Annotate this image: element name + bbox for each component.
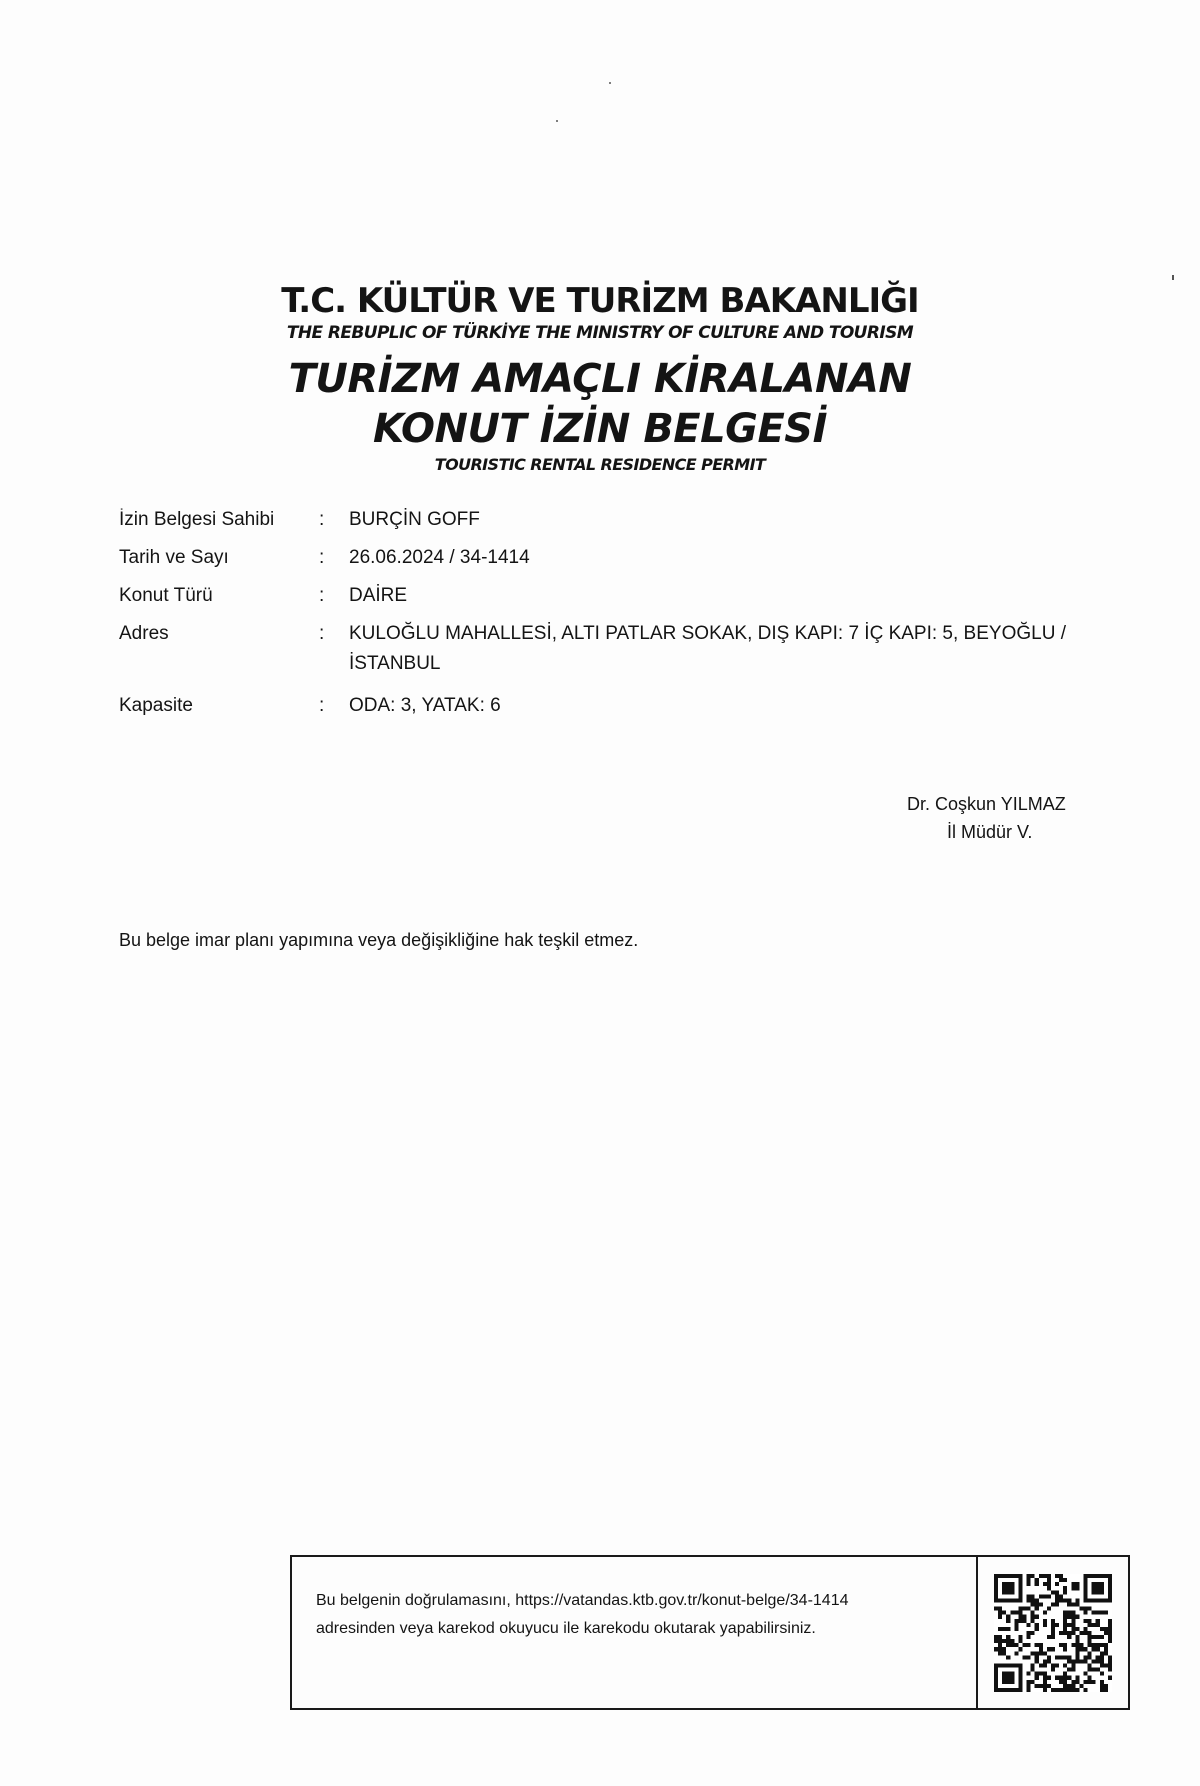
field-value: BURÇİN GOFF bbox=[349, 509, 480, 530]
permit-title-line1: TURİZM AMAÇLI KİRALANAN bbox=[288, 356, 912, 402]
field-colon: : bbox=[319, 585, 325, 606]
field-row-address bbox=[119, 619, 1119, 679]
ministry-name-en: THE REBUPLIC OF TÜRKİYE THE MINISTRY OF CULTURE AND TOURISM bbox=[286, 323, 914, 343]
signatory-title: İl Müdür V. bbox=[947, 822, 1033, 842]
permit-title-en: TOURISTIC RENTAL RESIDENCE PERMIT bbox=[434, 455, 766, 474]
scan-speck bbox=[609, 82, 611, 84]
field-row-capacity bbox=[119, 691, 1119, 721]
verification-text bbox=[292, 1557, 976, 1708]
verification-line-2: adresinden veya karekod okuyucu ile karekodu okutarak yapabilirsiniz. bbox=[316, 1620, 816, 1637]
document-header bbox=[0, 280, 1200, 476]
field-colon: : bbox=[319, 509, 325, 530]
zoning-note: Bu belge imar planı yapımına veya değişikliğine hak teşkil etmez. bbox=[119, 930, 639, 950]
field-label: Adres bbox=[119, 623, 169, 644]
field-value: ODA: 3, YATAK: 6 bbox=[349, 695, 501, 716]
scan-speck bbox=[556, 120, 558, 122]
field-value: 26.06.2024 / 34-1414 bbox=[349, 547, 530, 568]
ministry-name-tr: T.C. KÜLTÜR VE TURİZM BAKANLIĞI bbox=[281, 281, 919, 321]
field-colon: : bbox=[319, 623, 325, 644]
signatory-name: Dr. Coşkun YILMAZ bbox=[907, 794, 1066, 814]
field-value: DAİRE bbox=[349, 585, 408, 606]
field-label: Konut Türü bbox=[119, 585, 213, 606]
field-label: İzin Belgesi Sahibi bbox=[119, 509, 275, 530]
signature-block bbox=[907, 790, 1066, 846]
permit-title bbox=[0, 354, 1200, 454]
permit-details bbox=[119, 505, 1119, 721]
field-value: KULOĞLU MAHALLESİ, ALTI PATLAR SOKAK, DIŞ KAPI: 7 İÇ KAPI: 5, BEYOĞLU / İSTANBUL bbox=[349, 623, 1066, 674]
qr-code-icon[interactable] bbox=[994, 1574, 1112, 1692]
field-row-owner bbox=[119, 505, 1119, 535]
qr-code-cell bbox=[976, 1557, 1128, 1708]
permit-title-line2: KONUT İZİN BELGESİ bbox=[373, 406, 827, 452]
verification-line-1: Bu belgenin doğrulamasını, https://vatandas.ktb.gov.tr/konut-belge/34-1414 bbox=[316, 1592, 849, 1609]
field-colon: : bbox=[319, 695, 325, 716]
field-colon: : bbox=[319, 547, 325, 568]
field-row-residence-type bbox=[119, 581, 1119, 611]
field-label: Tarih ve Sayı bbox=[119, 547, 229, 568]
verification-box bbox=[290, 1555, 1130, 1710]
field-label: Kapasite bbox=[119, 695, 193, 716]
field-row-date-number bbox=[119, 543, 1119, 573]
